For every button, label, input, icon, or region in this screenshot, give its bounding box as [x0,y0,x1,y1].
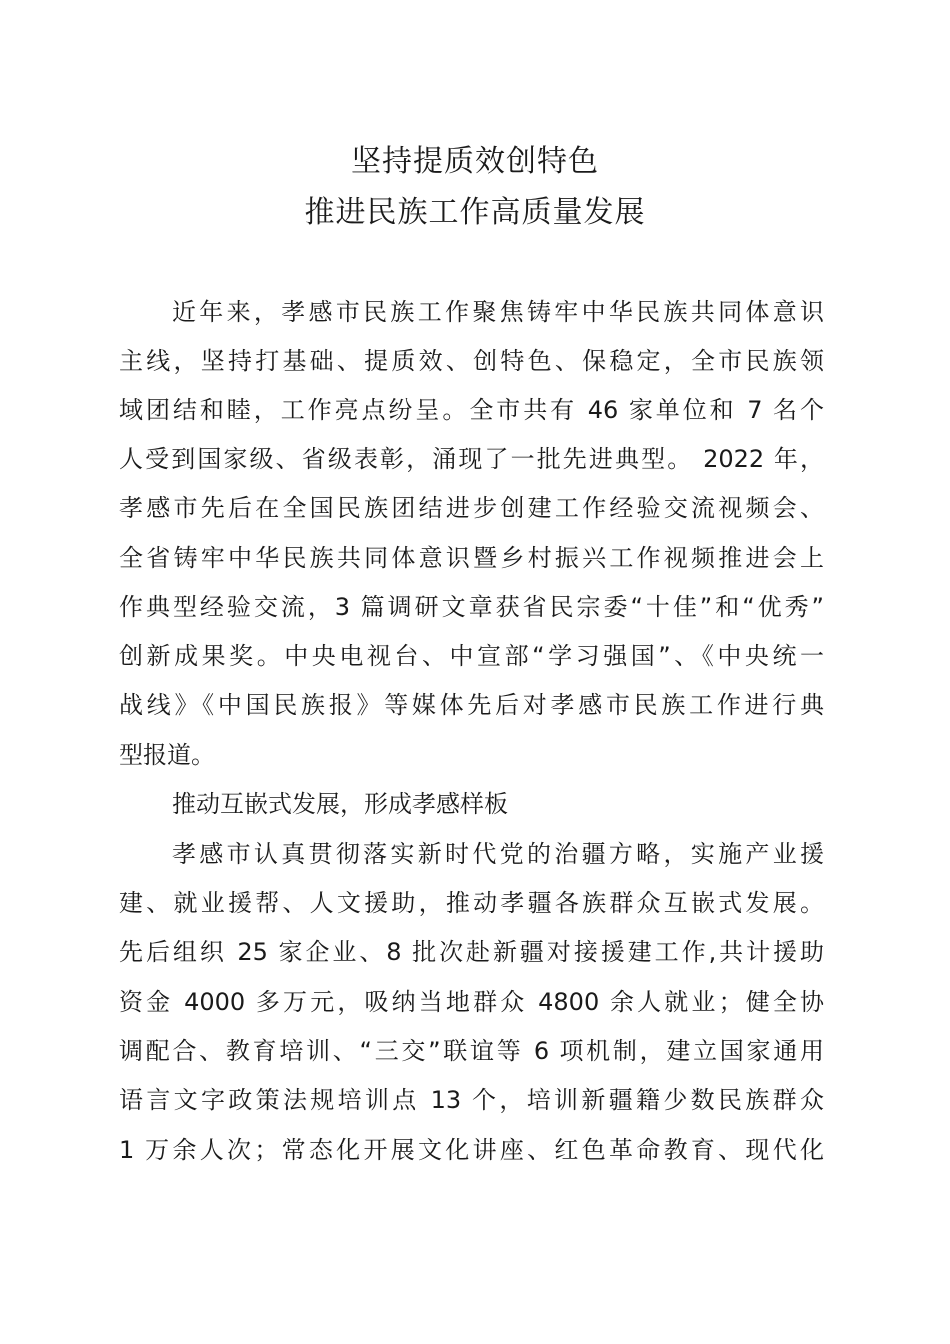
section-heading: 推动互嵌式发展，形成孝感样板 [172,790,508,818]
title-line-1: 坚持提质效创特色 [351,144,599,179]
section-line-1: 孝感市认真贯彻落实新时代党的治疆方略，实施产业援 [172,840,824,868]
section-line-7: 1 万余人次；常态化开展文化讲座、红色革命教育、现代化 [119,1136,824,1164]
intro-line-1: 近年来，孝感市民族工作聚焦铸牢中华民族共同体意识 [172,298,824,326]
intro-line-10: 型报道。 [119,741,215,769]
intro-line-5: 孝感市先后在全国民族团结进步创建工作经验交流视频会、 [119,494,824,522]
section-line-3: 先后组织 25 家企业、8 批次赴新疆对接援建工作,共计援助 [119,938,824,966]
section-line-4: 资金 4000 多万元，吸纳当地群众 4800 余人就业；健全协 [119,988,824,1016]
section-line-2: 建、就业援帮、人文援助，推动孝疆各族群众互嵌式发展。 [119,889,824,917]
intro-line-7: 作典型经验交流，3 篇调研文章获省民宗委“十佳”和“优秀” [119,593,824,621]
intro-line-2: 主线，坚持打基础、提质效、创特色、保稳定，全市民族领 [119,347,824,375]
title-line-2: 推进民族工作高质量发展 [304,195,646,230]
intro-line-3: 域团结和睦，工作亮点纷呈。全市共有 46 家单位和 7 名个 [119,396,824,424]
intro-line-9: 战线》《中国民族报》等媒体先后对孝感市民族工作进行典 [119,691,824,719]
intro-line-8: 创新成果奖。中央电视台、中宣部“学习强国”、《中央统一 [119,642,824,670]
intro-line-6: 全省铸牢中华民族共同体意识暨乡村振兴工作视频推进会上 [119,544,824,572]
section-line-5: 调配合、教育培训、“三交”联谊等 6 项机制，建立国家通用 [119,1037,824,1065]
section-line-6: 语言文字政策法规培训点 13 个，培训新疆籍少数民族群众 [119,1086,824,1114]
intro-line-4: 人受到国家级、省级表彰，涌现了一批先进典型。 2022 年， [119,445,824,473]
